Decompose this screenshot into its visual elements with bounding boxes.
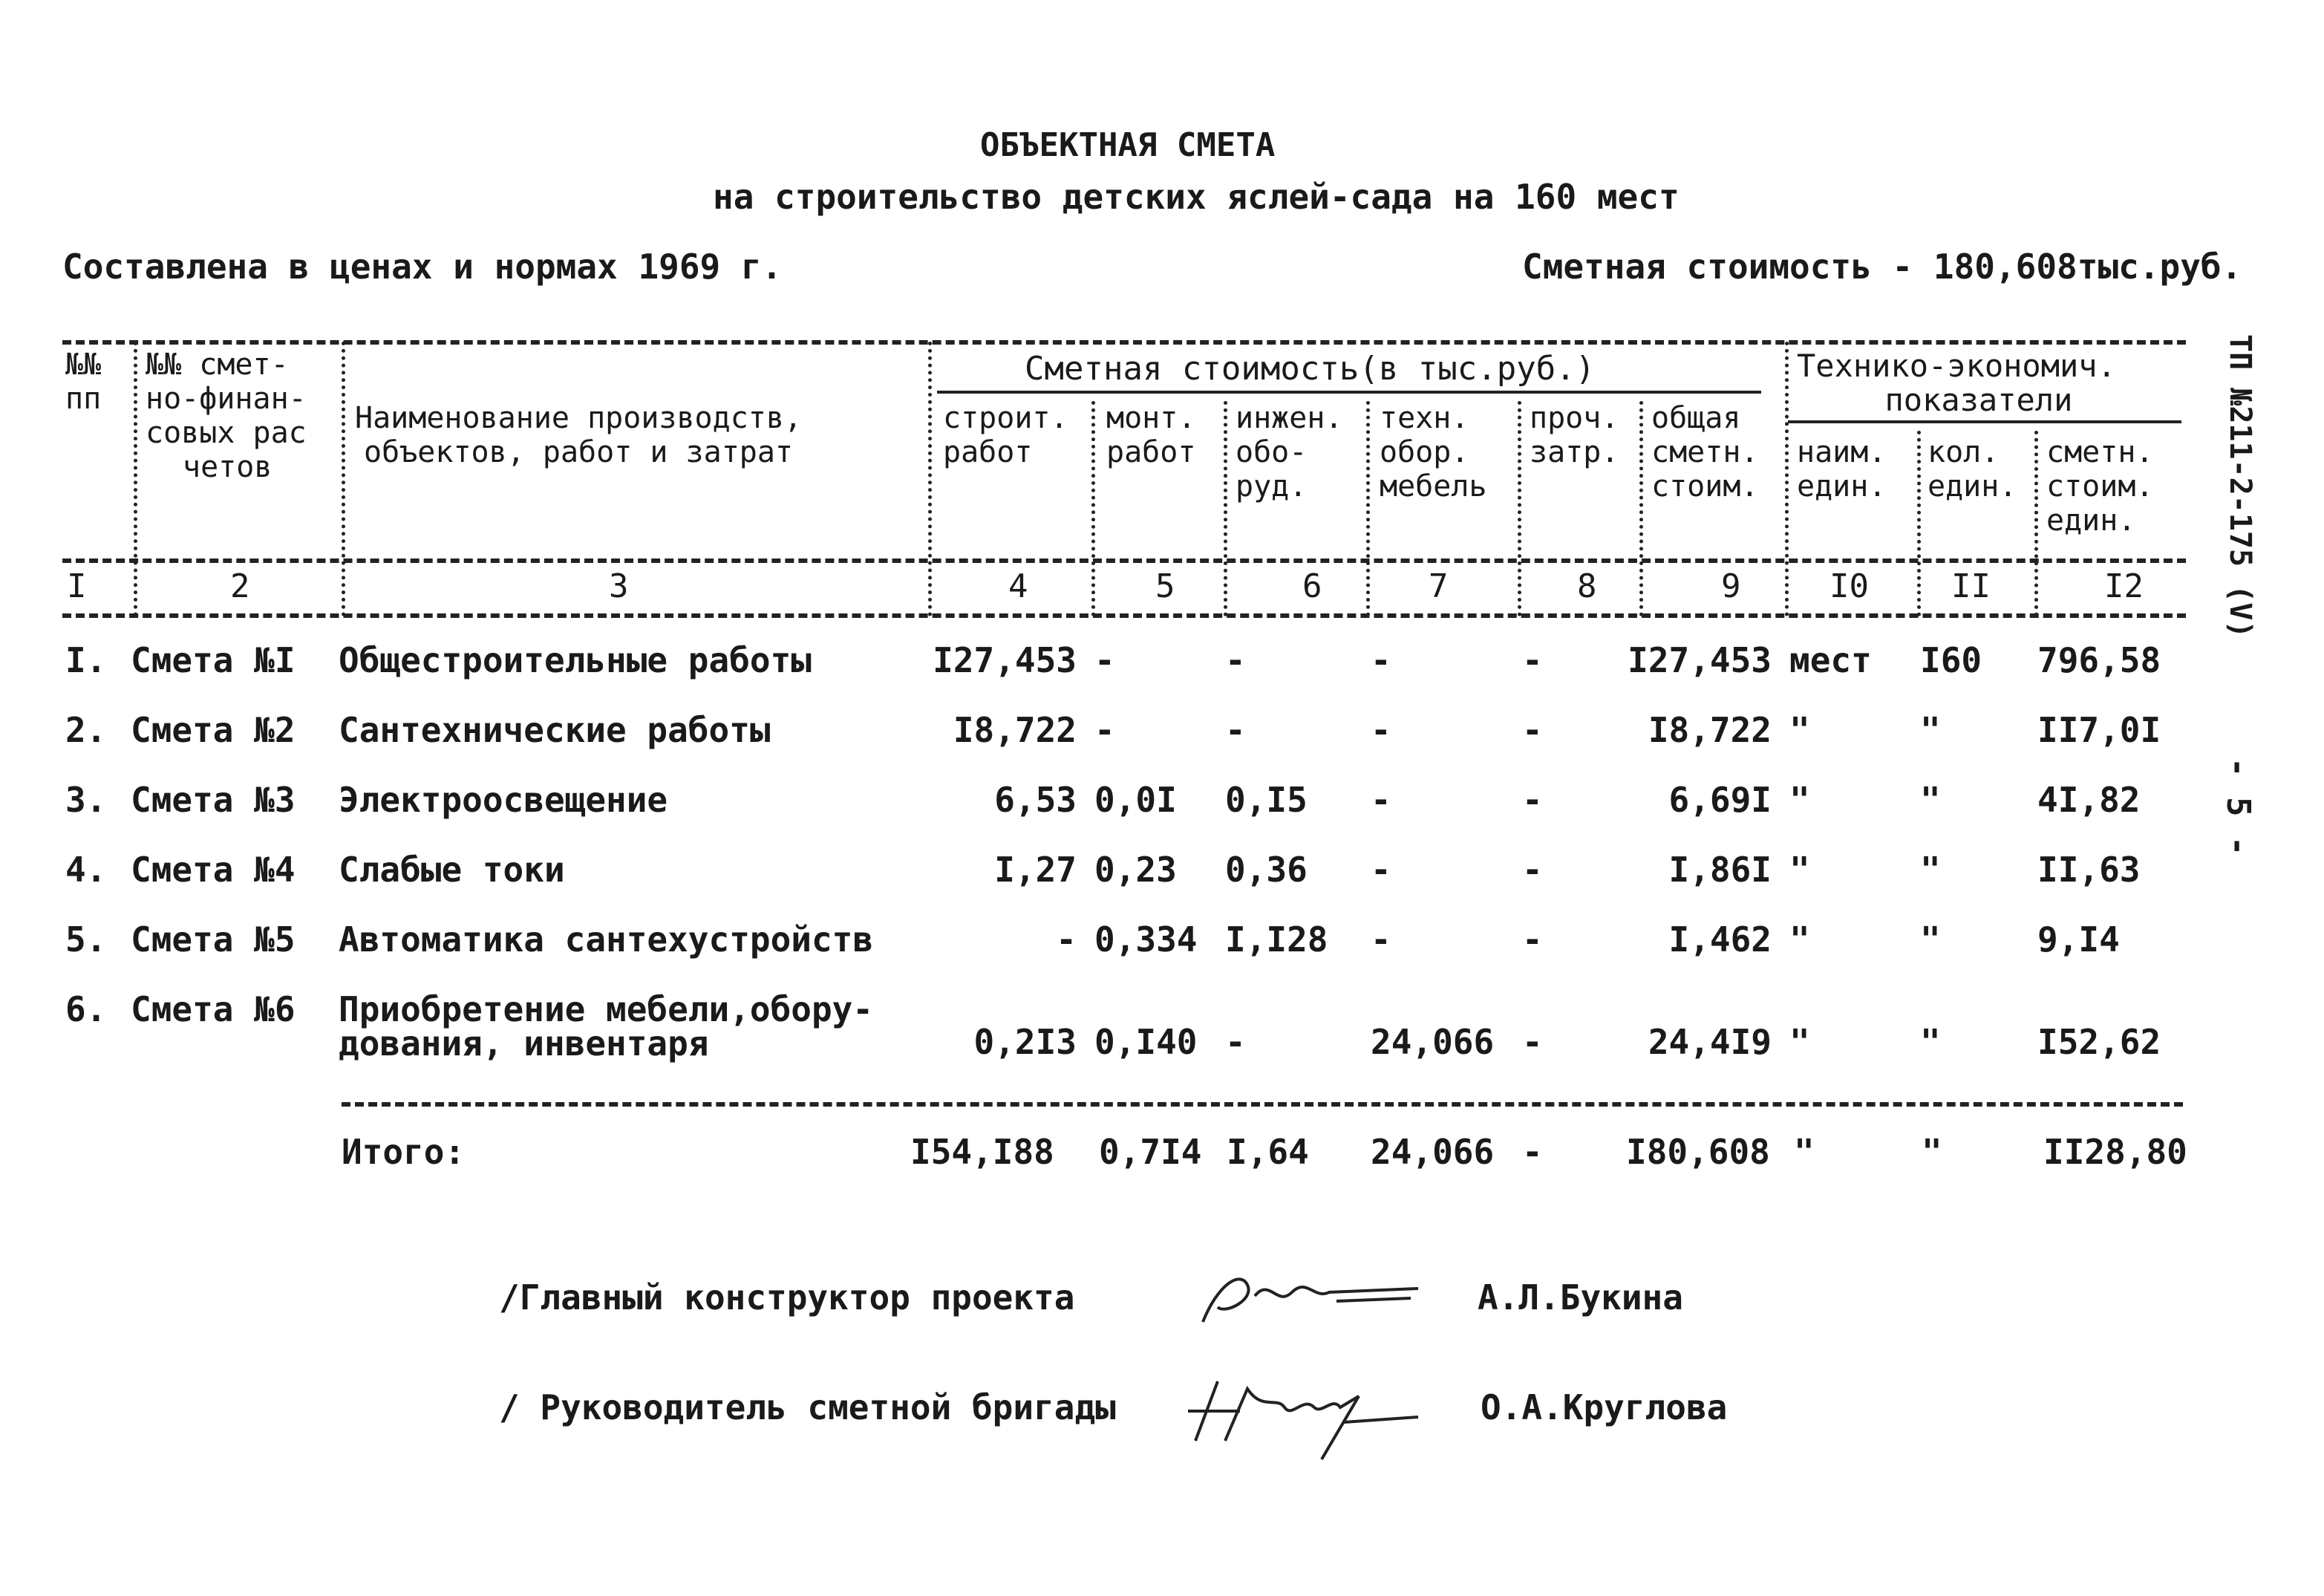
- side-document-code: ТП №211-2-175 (V): [2223, 334, 2257, 639]
- header-divider: [342, 342, 345, 616]
- row-2-est: Смета №2: [131, 710, 296, 750]
- col-number: II: [1951, 567, 1991, 605]
- header-divider: [1518, 401, 1521, 616]
- row-4-c4: I,27: [994, 850, 1077, 890]
- row-4-c9: I,86I: [1668, 850, 1772, 890]
- row-5-c8: -: [1522, 919, 1543, 960]
- row-4-n: 4.: [65, 850, 107, 890]
- row-2-c10: ": [1789, 710, 1810, 750]
- row-3-c7: -: [1371, 780, 1391, 820]
- row-3-c11: ": [1920, 780, 1941, 820]
- header-col2: №№ смет- но-финан- совых рас четов: [146, 348, 307, 484]
- header-col5: монт. работ: [1106, 401, 1196, 469]
- header-divider: [1366, 401, 1370, 616]
- row-4-c6: 0,36: [1225, 850, 1308, 890]
- row-1-n: I.: [65, 640, 107, 680]
- row-3-c6: 0,I5: [1225, 780, 1308, 820]
- header-cost-group: Сметная стоимость(в тыс.руб.): [1025, 350, 1596, 388]
- row-3-c12: 4I,82: [2037, 780, 2141, 820]
- total-c5: 0,7I4: [1099, 1132, 1202, 1172]
- total-c12: II28,80: [2043, 1132, 2187, 1172]
- header-divider: [134, 342, 137, 616]
- table-top-rule: [62, 340, 2186, 345]
- handwritten-signature-1: [1188, 1255, 1433, 1337]
- row-1-c11: I60: [1920, 640, 1982, 680]
- row-2-c5: -: [1094, 710, 1115, 750]
- row-4-c11: ": [1920, 850, 1941, 890]
- row-6-c4: 0,2I3: [973, 1022, 1077, 1062]
- total-separator-rule: [342, 1102, 2183, 1107]
- total-c9: I80,608: [1626, 1132, 1770, 1172]
- row-1-c12: 796,58: [2037, 640, 2161, 680]
- row-6-n: 6.: [65, 989, 107, 1029]
- row-5-c10: ": [1789, 919, 1810, 960]
- row-2-c6: -: [1225, 710, 1246, 750]
- row-3-c10: ": [1789, 780, 1810, 820]
- cost-group-rule: [937, 391, 1761, 394]
- row-5-c6: I,I28: [1225, 919, 1328, 960]
- signature-role-1: /Главный конструктор проекта: [499, 1277, 1075, 1317]
- total-c10: ": [1794, 1132, 1815, 1172]
- header-divider: [1785, 342, 1789, 616]
- row-1-c6: -: [1225, 640, 1246, 680]
- total-c7: 24,066: [1371, 1132, 1495, 1172]
- total-c11: ": [1922, 1132, 1942, 1172]
- row-1-c5: -: [1094, 640, 1115, 680]
- document-subtitle: на строительство детских яслей-сада на 160 мест: [713, 177, 1680, 217]
- col-number: 6: [1302, 567, 1322, 605]
- row-5-name: Автоматика сантехустройств: [339, 919, 874, 960]
- tech-group-rule: [1788, 420, 2181, 423]
- row-4-c7: -: [1371, 850, 1391, 890]
- row-5-c4: -: [1056, 919, 1077, 960]
- row-2-c9: I8,722: [1648, 710, 1772, 750]
- col-number: 3: [609, 567, 629, 605]
- header-col3: Наименование производств, объектов, работ и затрат: [355, 401, 803, 469]
- row-2-c4: I8,722: [953, 710, 1077, 750]
- signature-name-1: А.Л.Букина: [1478, 1277, 1683, 1317]
- header-col9: общая сметн. стоим.: [1651, 401, 1759, 504]
- row-4-c8: -: [1522, 850, 1543, 890]
- header-col12: сметн. стоим. един.: [2046, 435, 2154, 538]
- header-divider: [928, 342, 932, 616]
- row-4-name: Слабые токи: [339, 850, 565, 890]
- document-title: ОБЪЕКТНАЯ СМЕТА: [980, 126, 1276, 164]
- col-number: 7: [1429, 567, 1449, 605]
- header-col10: наим. един.: [1797, 435, 1887, 504]
- col-number: I0: [1830, 567, 1869, 605]
- header-col6: инжен. обо- руд.: [1236, 401, 1343, 504]
- total-label: Итого:: [342, 1132, 466, 1172]
- col-number: 8: [1577, 567, 1597, 605]
- prices-note: Составлена в ценах и нормах 1969 г.: [62, 247, 783, 287]
- row-1-c4: I27,453: [933, 640, 1077, 680]
- row-6-c10: ": [1789, 1022, 1810, 1062]
- row-6-name: Приобретение мебели,обору-: [339, 989, 874, 1029]
- row-5-c5: 0,334: [1094, 919, 1198, 960]
- col-number: 5: [1155, 567, 1175, 605]
- row-2-name: Сантехнические работы: [339, 710, 771, 750]
- row-6-c12: I52,62: [2037, 1022, 2161, 1062]
- header-divider: [1639, 401, 1643, 616]
- col-number: I: [67, 567, 87, 605]
- row-6-c9: 24,4I9: [1648, 1022, 1772, 1062]
- header-col1: №№ пп: [65, 348, 102, 416]
- signature-role-2: / Руководитель сметной бригады: [499, 1387, 1116, 1427]
- page-number: - 5 -: [2219, 758, 2257, 856]
- header-col11: кол. един.: [1928, 435, 2017, 504]
- total-c6: I,64: [1227, 1132, 1309, 1172]
- header-divider: [1917, 431, 1921, 616]
- col-number: 4: [1008, 567, 1028, 605]
- row-6-est: Смета №6: [131, 989, 296, 1029]
- total-c8: -: [1522, 1132, 1543, 1172]
- row-4-c5: 0,23: [1094, 850, 1177, 890]
- row-2-c8: -: [1522, 710, 1543, 750]
- row-3-est: Смета №3: [131, 780, 296, 820]
- col-number: I2: [2104, 567, 2144, 605]
- row-3-name: Электроосвещение: [339, 780, 668, 820]
- row-1-c10: мест: [1789, 640, 1872, 680]
- row-6-c5: 0,I40: [1094, 1022, 1198, 1062]
- header-divider: [1091, 401, 1095, 616]
- row-3-c8: -: [1522, 780, 1543, 820]
- row-2-n: 2.: [65, 710, 107, 750]
- row-2-c12: II7,0I: [2037, 710, 2161, 750]
- estimate-total: Сметная стоимость - 180,608тыс.руб.: [1522, 247, 2242, 287]
- row-3-n: 3.: [65, 780, 107, 820]
- row-1-c9: I27,453: [1628, 640, 1772, 680]
- row-6-name-line2: дования, инвентаря: [339, 1023, 709, 1064]
- header-divider: [1224, 401, 1227, 616]
- row-1-est: Смета №I: [131, 640, 296, 680]
- total-c4: I54,I88: [910, 1132, 1054, 1172]
- row-5-c9: I,462: [1668, 919, 1772, 960]
- row-2-c7: -: [1371, 710, 1391, 750]
- row-1-c7: -: [1371, 640, 1391, 680]
- row-5-c7: -: [1371, 919, 1391, 960]
- row-5-c12: 9,I4: [2037, 919, 2120, 960]
- row-5-c11: ": [1920, 919, 1941, 960]
- row-1-name: Общестроительные работы: [339, 640, 812, 680]
- row-3-c4: 6,53: [994, 780, 1077, 820]
- row-6-c11: ": [1920, 1022, 1941, 1062]
- col-number: 9: [1721, 567, 1741, 605]
- row-3-c9: 6,69I: [1668, 780, 1772, 820]
- row-6-c7: 24,066: [1371, 1022, 1495, 1062]
- header-col4: строит. работ: [943, 401, 1068, 469]
- row-6-c8: -: [1522, 1022, 1543, 1062]
- row-4-est: Смета №4: [131, 850, 296, 890]
- header-col7: техн. обор. мебель: [1380, 401, 1487, 504]
- row-4-c10: ": [1789, 850, 1810, 890]
- header-bottom-rule: [62, 558, 2186, 563]
- row-2-c11: ": [1920, 710, 1941, 750]
- row-5-n: 5.: [65, 919, 107, 960]
- signature-name-2: О.А.Круглова: [1481, 1387, 1728, 1427]
- colnum-bottom-rule: [62, 613, 2186, 618]
- row-4-c12: II,63: [2037, 850, 2141, 890]
- header-tech-group: Технико-экономич. показатели: [1797, 348, 2116, 418]
- row-5-est: Смета №5: [131, 919, 296, 960]
- handwritten-signature-2: [1173, 1367, 1426, 1463]
- row-1-c8: -: [1522, 640, 1543, 680]
- col-number: 2: [230, 567, 250, 605]
- header-col8: проч. затр.: [1530, 401, 1619, 469]
- row-6-c6: -: [1225, 1022, 1246, 1062]
- header-divider: [2034, 431, 2038, 616]
- row-3-c5: 0,0I: [1094, 780, 1177, 820]
